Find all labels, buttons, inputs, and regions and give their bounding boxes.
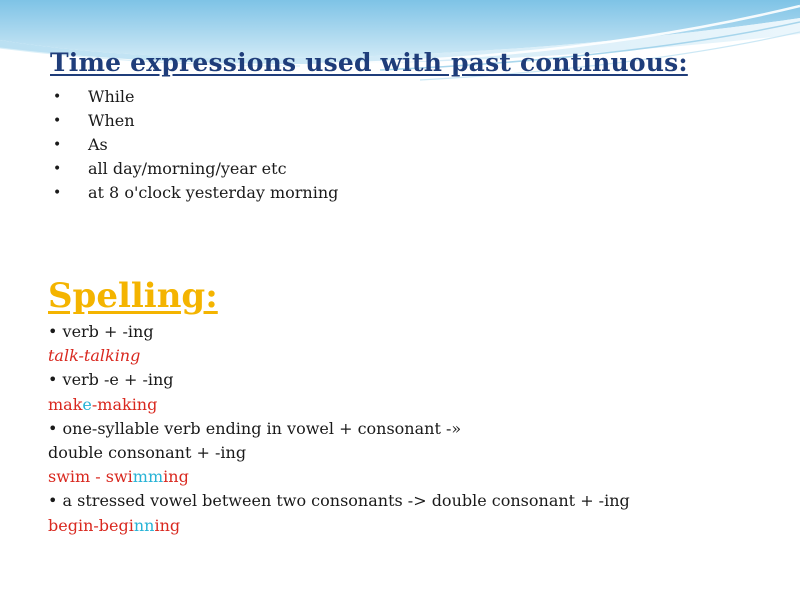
bullet-icon: •: [53, 185, 62, 201]
spelling-rules: [48, 320, 630, 538]
example-2: make-making: [48, 394, 158, 414]
bullet-icon: •: [53, 137, 62, 153]
list-item: • As: [50, 133, 338, 157]
spelling-heading: Spelling:: [48, 276, 218, 316]
bullet-icon: •: [53, 161, 62, 177]
list-item: • at 8 o'clock yesterday morning: [50, 181, 338, 205]
spelling-rule-3-continued: double consonant + -ing: [48, 442, 247, 462]
list-item: • While: [50, 85, 338, 109]
example-4: begin-beginning: [48, 515, 181, 535]
spelling-rule-3: • one-syllable verb ending in vowel + consonant -»: [48, 418, 462, 438]
spelling-rule-4: • a stressed vowel between two consonants -> double consonant + -ing: [48, 491, 630, 511]
page-title: Time expressions used with past continuous:: [50, 48, 688, 77]
time-expressions-list: [50, 85, 338, 205]
example-3: swim - swimming: [48, 467, 189, 487]
spelling-rule-1: • verb + -ing: [48, 322, 154, 341]
list-item: • all day/morning/year etc: [50, 157, 338, 181]
bullet-icon: •: [53, 113, 62, 129]
list-item: • When: [50, 109, 338, 133]
spelling-rule-2: • verb -e + -ing: [48, 370, 174, 390]
example-1: talk-talking: [48, 346, 141, 366]
bullet-icon: •: [53, 89, 62, 105]
